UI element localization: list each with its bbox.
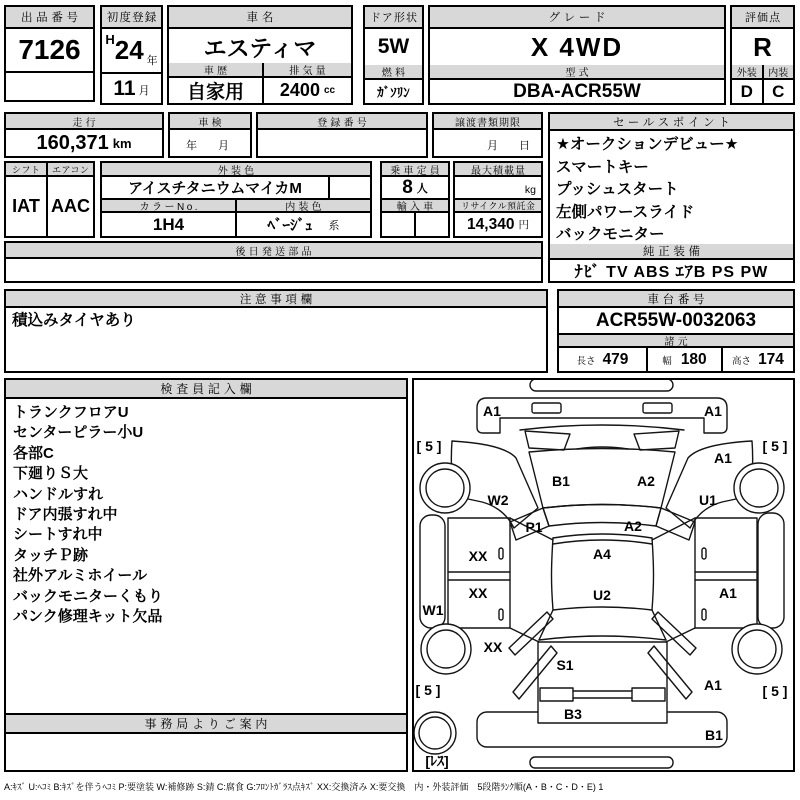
color-box: [100, 161, 372, 238]
damage-marker-left-front-fender: W2: [487, 492, 509, 508]
first-registration-month-cell: [102, 74, 161, 103]
score-value: R: [753, 31, 772, 62]
dimension-width: 幅 180: [648, 348, 723, 371]
sales-point-item: ★オークションデビュー★: [556, 136, 739, 153]
month-unit: 月: [138, 85, 150, 97]
sales-point-item: バックモニター: [556, 226, 665, 243]
damage-marker-front-bumper-right: A1: [704, 403, 722, 419]
history-cell: [169, 63, 264, 103]
left-headlight-shape: [525, 431, 570, 450]
load-recycle-box: [453, 161, 543, 238]
notes-label: 注意事項欄: [6, 291, 546, 308]
capacity-unit: 人: [416, 182, 428, 195]
shift-label: シフト: [6, 163, 46, 177]
first-registration-year-cell: [102, 29, 161, 74]
inspector-note-item: ハンドルすれ: [13, 485, 104, 503]
roof-left-edge-shape: [552, 538, 554, 610]
roof-rear-edge-shape: [553, 607, 652, 610]
damage-marker-left-side-sill: W1: [422, 602, 444, 618]
damage-marker-right-rear-quarter: A1: [704, 677, 722, 693]
tailgate-shape: [538, 642, 667, 723]
roof-front-edge-shape: [553, 534, 652, 538]
damage-marker-windshield-right: A2: [637, 473, 655, 489]
front-left-wheel-shape: [420, 463, 470, 513]
dimension-length: 長さ 479: [559, 348, 648, 371]
transfer-deadline-value: 月 日: [487, 140, 535, 152]
import-car-cell-left: [382, 213, 416, 236]
interior-color-value: ﾍﾞｰｼﾞｭ 系: [267, 217, 340, 234]
sales-points-list: [550, 131, 793, 244]
damage-marker-left-a-pillar: P1: [525, 519, 543, 535]
history-value: 自家用: [186, 82, 244, 103]
inspector-notes-label: 検査員記入欄: [6, 380, 406, 399]
inspector-note-item: センターピラー小U: [13, 424, 144, 442]
damage-marker-left-rear-quarter: XX: [483, 639, 503, 655]
mileage-label: 走行: [6, 114, 162, 130]
recycle-deposit-unit: 円: [518, 219, 529, 231]
rear-window-bottom-shape: [539, 636, 666, 640]
interior-color-suffix: 系: [328, 219, 340, 232]
grade-label: グレード: [430, 7, 724, 29]
lot-number-box: [4, 5, 95, 102]
cowl-band-shape: [543, 505, 661, 527]
inspector-note-item: シートすれ中: [13, 526, 103, 544]
factory-equipment-label: 純正装備: [550, 244, 793, 260]
mileage-value: 160,371 km: [36, 131, 132, 154]
left-slide-door-handle-shape: [499, 609, 503, 620]
displacement-unit: cc: [323, 85, 336, 97]
damage-marker-right-front-fender-upper: A1: [714, 450, 732, 466]
exterior-color-value: アイスチタニウムマイカM: [128, 180, 302, 197]
max-load-unit: kg: [455, 177, 541, 200]
front-right-wheel-shape: [734, 463, 784, 513]
displacement-label: 排気量: [264, 63, 351, 78]
capacity-value: 8 人: [382, 177, 448, 200]
damage-marker-cowl-panel: A2: [624, 518, 642, 534]
fuel-label: 燃料: [365, 65, 422, 80]
office-notice-value: [6, 734, 406, 770]
exterior-score-value: D: [732, 80, 764, 103]
shift-cell: [6, 163, 48, 236]
car-diagram-box: [412, 378, 795, 772]
sales-points-box: [548, 112, 795, 283]
registration-no-value: [258, 130, 426, 156]
inspector-note-item: パンク修理キット欠品: [13, 608, 163, 626]
first-registration-month: 11: [113, 76, 136, 100]
car-name-value: エスティマ: [203, 34, 317, 61]
mileage-unit: km: [112, 135, 132, 151]
color-no-cell: [102, 200, 237, 236]
spare-tire-shape: [414, 712, 456, 754]
rear-pillar-line-shape: [510, 628, 695, 642]
dimension-height: 高さ 174: [732, 350, 784, 368]
transfer-deadline-label: 譲渡書類期限: [434, 114, 541, 130]
capacity-import-box: [380, 161, 450, 238]
mileage-box: [4, 112, 164, 158]
aircon-value: AAC: [51, 196, 90, 216]
factory-equipment-value: ﾅﾋﾞ TV ABS ｴｱB PS PW: [574, 264, 769, 281]
sales-point-item: プッシュスタート: [556, 181, 679, 198]
lot-number-value: 7126: [18, 34, 81, 65]
damage-marker-front-right-tire-tread: [ 5 ]: [762, 438, 788, 454]
damage-marker-spare-tire: [ﾚｽ]: [425, 753, 449, 769]
registration-no-label: 登録番号: [258, 114, 426, 130]
damage-marker-roof-front: A4: [593, 546, 611, 562]
grade-box: [428, 5, 726, 105]
import-car-label: 輸入車: [382, 200, 448, 213]
car-damage-diagram: [414, 380, 793, 770]
damage-marker-tailgate-upper: S1: [556, 657, 574, 673]
inspection-value: 年 月: [186, 140, 234, 152]
shift-aircon-box: [4, 161, 95, 238]
max-load-label: 最大積載量: [455, 163, 541, 177]
score-label: 評価点: [732, 7, 793, 29]
chassis-label: 車台番号: [559, 291, 793, 308]
aircon-label: エアコン: [48, 163, 93, 177]
inspector-note-item: 社外アルミホイール: [13, 567, 148, 585]
color-no-value: 1H4: [152, 214, 185, 234]
roof-right-edge-shape: [652, 538, 654, 610]
notes-box: [4, 289, 548, 373]
lot-number-empty-cell: [6, 71, 93, 100]
door-shape-box: [363, 5, 424, 105]
color-no-label: カラーNo.: [102, 200, 235, 213]
model-code-value: DBA-ACR55W: [513, 80, 641, 102]
later-parts-box: [4, 241, 543, 283]
bonnet-edge-shape: [520, 425, 684, 430]
rear-molding-shape: [530, 757, 673, 768]
grade-value: X 4WD: [530, 31, 624, 62]
sales-points-label: セールスポイント: [550, 114, 793, 131]
inspector-note-item: ドア内張すれ中: [13, 506, 118, 524]
history-label: 車歴: [169, 63, 262, 78]
damage-marker-right-front-fender: U1: [699, 492, 717, 508]
notes-list: [6, 308, 546, 371]
inspector-note-item: バックモニターくもり: [13, 587, 164, 605]
later-parts-label: 後日発送部品: [6, 243, 541, 259]
first-registration-box: [100, 5, 163, 105]
interior-color-label: 内装色: [237, 200, 370, 213]
capacity-label: 乗車定員: [382, 163, 448, 177]
recycle-deposit-value: 14,340 円: [467, 215, 529, 233]
damage-marker-front-bumper-left: A1: [483, 403, 501, 419]
left-front-door-handle-shape: [499, 548, 503, 559]
car-name-label: 車名: [169, 7, 351, 29]
aircon-cell: [48, 163, 93, 236]
damage-marker-left-slide-door: XX: [468, 585, 488, 601]
damage-marker-right-slide-door: A1: [719, 585, 737, 601]
note-item: 積込みタイヤあり: [12, 312, 136, 329]
recycle-deposit-label: リサイクル預託金: [455, 200, 541, 213]
inspector-notes-box: [4, 378, 408, 772]
first-registration-year: 24: [114, 35, 144, 65]
exterior-color-sub-cell: [328, 177, 370, 198]
damage-marker-roof-rear: U2: [593, 587, 611, 603]
import-car-cell-right: [416, 213, 448, 236]
damage-marker-windshield-left: B1: [552, 473, 570, 489]
front-bumper-shape: [477, 398, 727, 433]
left-door-panel-shape: [448, 518, 510, 628]
first-registration-label: 初度登録: [102, 7, 161, 29]
damage-marker-tailgate-lower: B3: [564, 706, 582, 722]
sales-point-item: スマートキー: [556, 158, 649, 176]
damage-marker-rear-left-tire-tread: [ 5 ]: [415, 682, 441, 698]
right-side-sill-shape: [758, 513, 784, 628]
damage-marker-rear-bumper-right: B1: [705, 727, 723, 743]
exterior-color-label: 外装色: [102, 163, 370, 177]
right-door-divider-shape: [695, 572, 757, 580]
sales-point-item: 左側パワースライド: [556, 203, 695, 221]
registration-no-box: [256, 112, 428, 158]
displacement-cell: [264, 63, 351, 103]
displacement-value: 2400 cc: [279, 80, 336, 101]
dimensions-label: 諸元: [559, 333, 793, 348]
shift-value: IAT: [12, 196, 40, 216]
year-unit: 年: [146, 55, 158, 67]
damage-code-legend: A:ｷｽﾞ U:ﾍｺﾐ B:ｷｽﾞを伴うﾍｺﾐ P:要塗装 W:補修跡 S:錆 C:腐食 G:ﾌﾛﾝﾄｶﾞﾗｽ点ｷｽﾞ XX:交換済み X:要交換 内・外装評価 5段階ﾗﾝｸ順(A・B・C・D・E) 1: [4, 782, 604, 792]
left-door-divider-shape: [448, 572, 510, 580]
right-door-panel-shape: [695, 518, 757, 628]
inspector-note-item: 各部C: [13, 444, 54, 462]
door-shape-value: 5W: [377, 35, 410, 58]
roof-front-inner-shape: [553, 540, 652, 544]
interior-score-value: C: [772, 81, 785, 101]
interior-color-cell: [237, 200, 370, 236]
fuel-value: ｶﾞｿﾘﾝ: [377, 85, 410, 100]
inspector-note-item: タッチＰ跡: [13, 546, 89, 564]
right-front-door-handle-shape: [702, 548, 706, 559]
score-box: [730, 5, 795, 105]
front-molding-shape: [530, 380, 673, 391]
lot-number-label: 出品番号: [6, 7, 93, 29]
rear-left-wheel-shape: [421, 624, 471, 674]
right-headlight-shape: [634, 431, 679, 450]
inspection-label: 車検: [170, 114, 250, 130]
chassis-number: ACR55W-0032063: [595, 309, 757, 331]
model-code-label: 型式: [430, 65, 724, 80]
inspector-notes-list: [6, 399, 406, 713]
exterior-score-label: 外装: [732, 65, 764, 80]
office-notice-label: 事務局よりご案内: [6, 713, 406, 734]
damage-marker-rear-right-tire-tread: [ 5 ]: [762, 683, 788, 699]
damage-marker-left-front-door: XX: [468, 548, 488, 564]
damage-marker-front-left-tire-tread: [ 5 ]: [416, 438, 442, 454]
interior-score-label: 内装: [764, 65, 794, 80]
later-parts-value: [6, 259, 541, 281]
transfer-deadline-box: [432, 112, 543, 158]
era-letter: H: [105, 32, 115, 47]
car-name-box: [167, 5, 353, 105]
chassis-box: [557, 289, 795, 373]
inspector-note-item: 下廻りＳ大: [13, 465, 89, 483]
inspection-box: [168, 112, 252, 158]
door-shape-label: ドア形状: [365, 7, 422, 29]
rear-right-wheel-shape: [732, 624, 782, 674]
inspector-note-item: トランクフロアU: [13, 404, 129, 421]
right-slide-door-handle-shape: [702, 609, 706, 620]
